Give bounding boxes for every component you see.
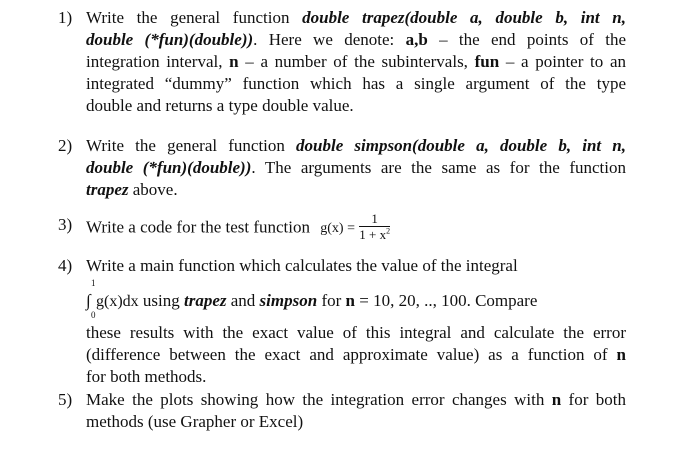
bold-italic-run: trapez [86, 180, 129, 199]
text-line [86, 411, 626, 433]
text-line [86, 73, 626, 95]
item-4-integral-rest [139, 291, 538, 310]
bold-run: n [616, 345, 626, 364]
integrand: g(x)dx [96, 293, 139, 310]
text-run: double and returns a type double value. [86, 96, 354, 115]
text-run: . Here we denote: [253, 30, 406, 49]
text-line [86, 366, 626, 388]
item-3-label: Write a code for the test function [86, 217, 311, 237]
integral-expression [86, 278, 96, 320]
item-5-number: 5) [58, 390, 73, 409]
bold-run: n [551, 390, 562, 409]
bold-run: fun [474, 52, 500, 71]
text-line [86, 344, 626, 366]
test-function-fraction [359, 212, 390, 241]
text-line [86, 51, 626, 73]
text-line [86, 95, 626, 117]
fraction-numerator: 1 [359, 212, 390, 227]
item-4-number: 4) [58, 256, 73, 275]
integral-upper-limit: 1 [91, 278, 96, 288]
bold-italic-run: double simpson(double a, double b, int n, [296, 136, 626, 155]
item-1-number: 1) [58, 8, 73, 27]
item-4-line1: Write a main function which calculates the value of the integral [86, 256, 518, 275]
bold-italic-run: simpson [259, 291, 318, 310]
text-run: = 10, 20, .., 100. Compare [354, 291, 538, 310]
text-run: . The arguments are the same as for the function [251, 158, 627, 177]
bold-run: n [345, 291, 355, 310]
text-run: integrated “dummy” function which has a single argument of the type [86, 74, 626, 93]
text-run: integration interval, [86, 52, 230, 71]
text-run: Write the general function [86, 136, 297, 155]
item-3-number: 3) [58, 215, 73, 234]
text-run: for [317, 291, 346, 310]
text-run: methods (use Grapher or Excel) [86, 412, 304, 431]
text-line [86, 322, 626, 344]
fraction-exponent: 2 [386, 226, 391, 236]
item-4-integral-line [86, 278, 626, 320]
text-run: above. [128, 180, 178, 199]
text-run: for both [561, 390, 626, 409]
text-line [86, 7, 626, 29]
text-line [86, 135, 626, 157]
text-run: Make the plots showing how the integration error changes with [86, 390, 552, 409]
bold-italic-run: double (*fun)(double)) [86, 30, 254, 49]
bold-italic-run: trapez [184, 291, 227, 310]
text-line [86, 179, 626, 201]
test-function-lhs: g(x) = [320, 221, 355, 237]
bold-italic-run: double trapez(double a, double b, int n, [302, 8, 627, 27]
text-run: – the end points of the [427, 30, 626, 49]
item-3-text [86, 211, 626, 243]
text-run: for both methods. [86, 367, 207, 386]
text-line [86, 157, 626, 179]
item-5-text [86, 389, 626, 433]
integral-lower-limit: 0 [91, 310, 96, 320]
bold-italic-run: double (*fun)(double)) [86, 158, 252, 177]
item-1-text [86, 7, 626, 117]
text-run: Write the general function [86, 8, 303, 27]
bold-run: n [229, 52, 239, 71]
bold-run: a,b [405, 30, 428, 49]
item-2-number: 2) [58, 136, 73, 155]
text-run: – a number of the subintervals, [238, 52, 475, 71]
item-2-text [86, 135, 626, 201]
text-line [86, 389, 626, 411]
text-line [86, 29, 626, 51]
integral-sign: ∫ [86, 291, 91, 310]
item-4-text-after [86, 322, 626, 388]
text-run: using [138, 291, 184, 310]
text-run: these results with the exact value of this integral and calculate the error [86, 323, 626, 342]
text-run: (difference between the exact and approximate value) as a function of [86, 345, 617, 364]
fraction-denominator: $1 + x^2$ [359, 226, 391, 242]
text-run: and [226, 291, 260, 310]
text-run: – a pointer to an [499, 52, 626, 71]
